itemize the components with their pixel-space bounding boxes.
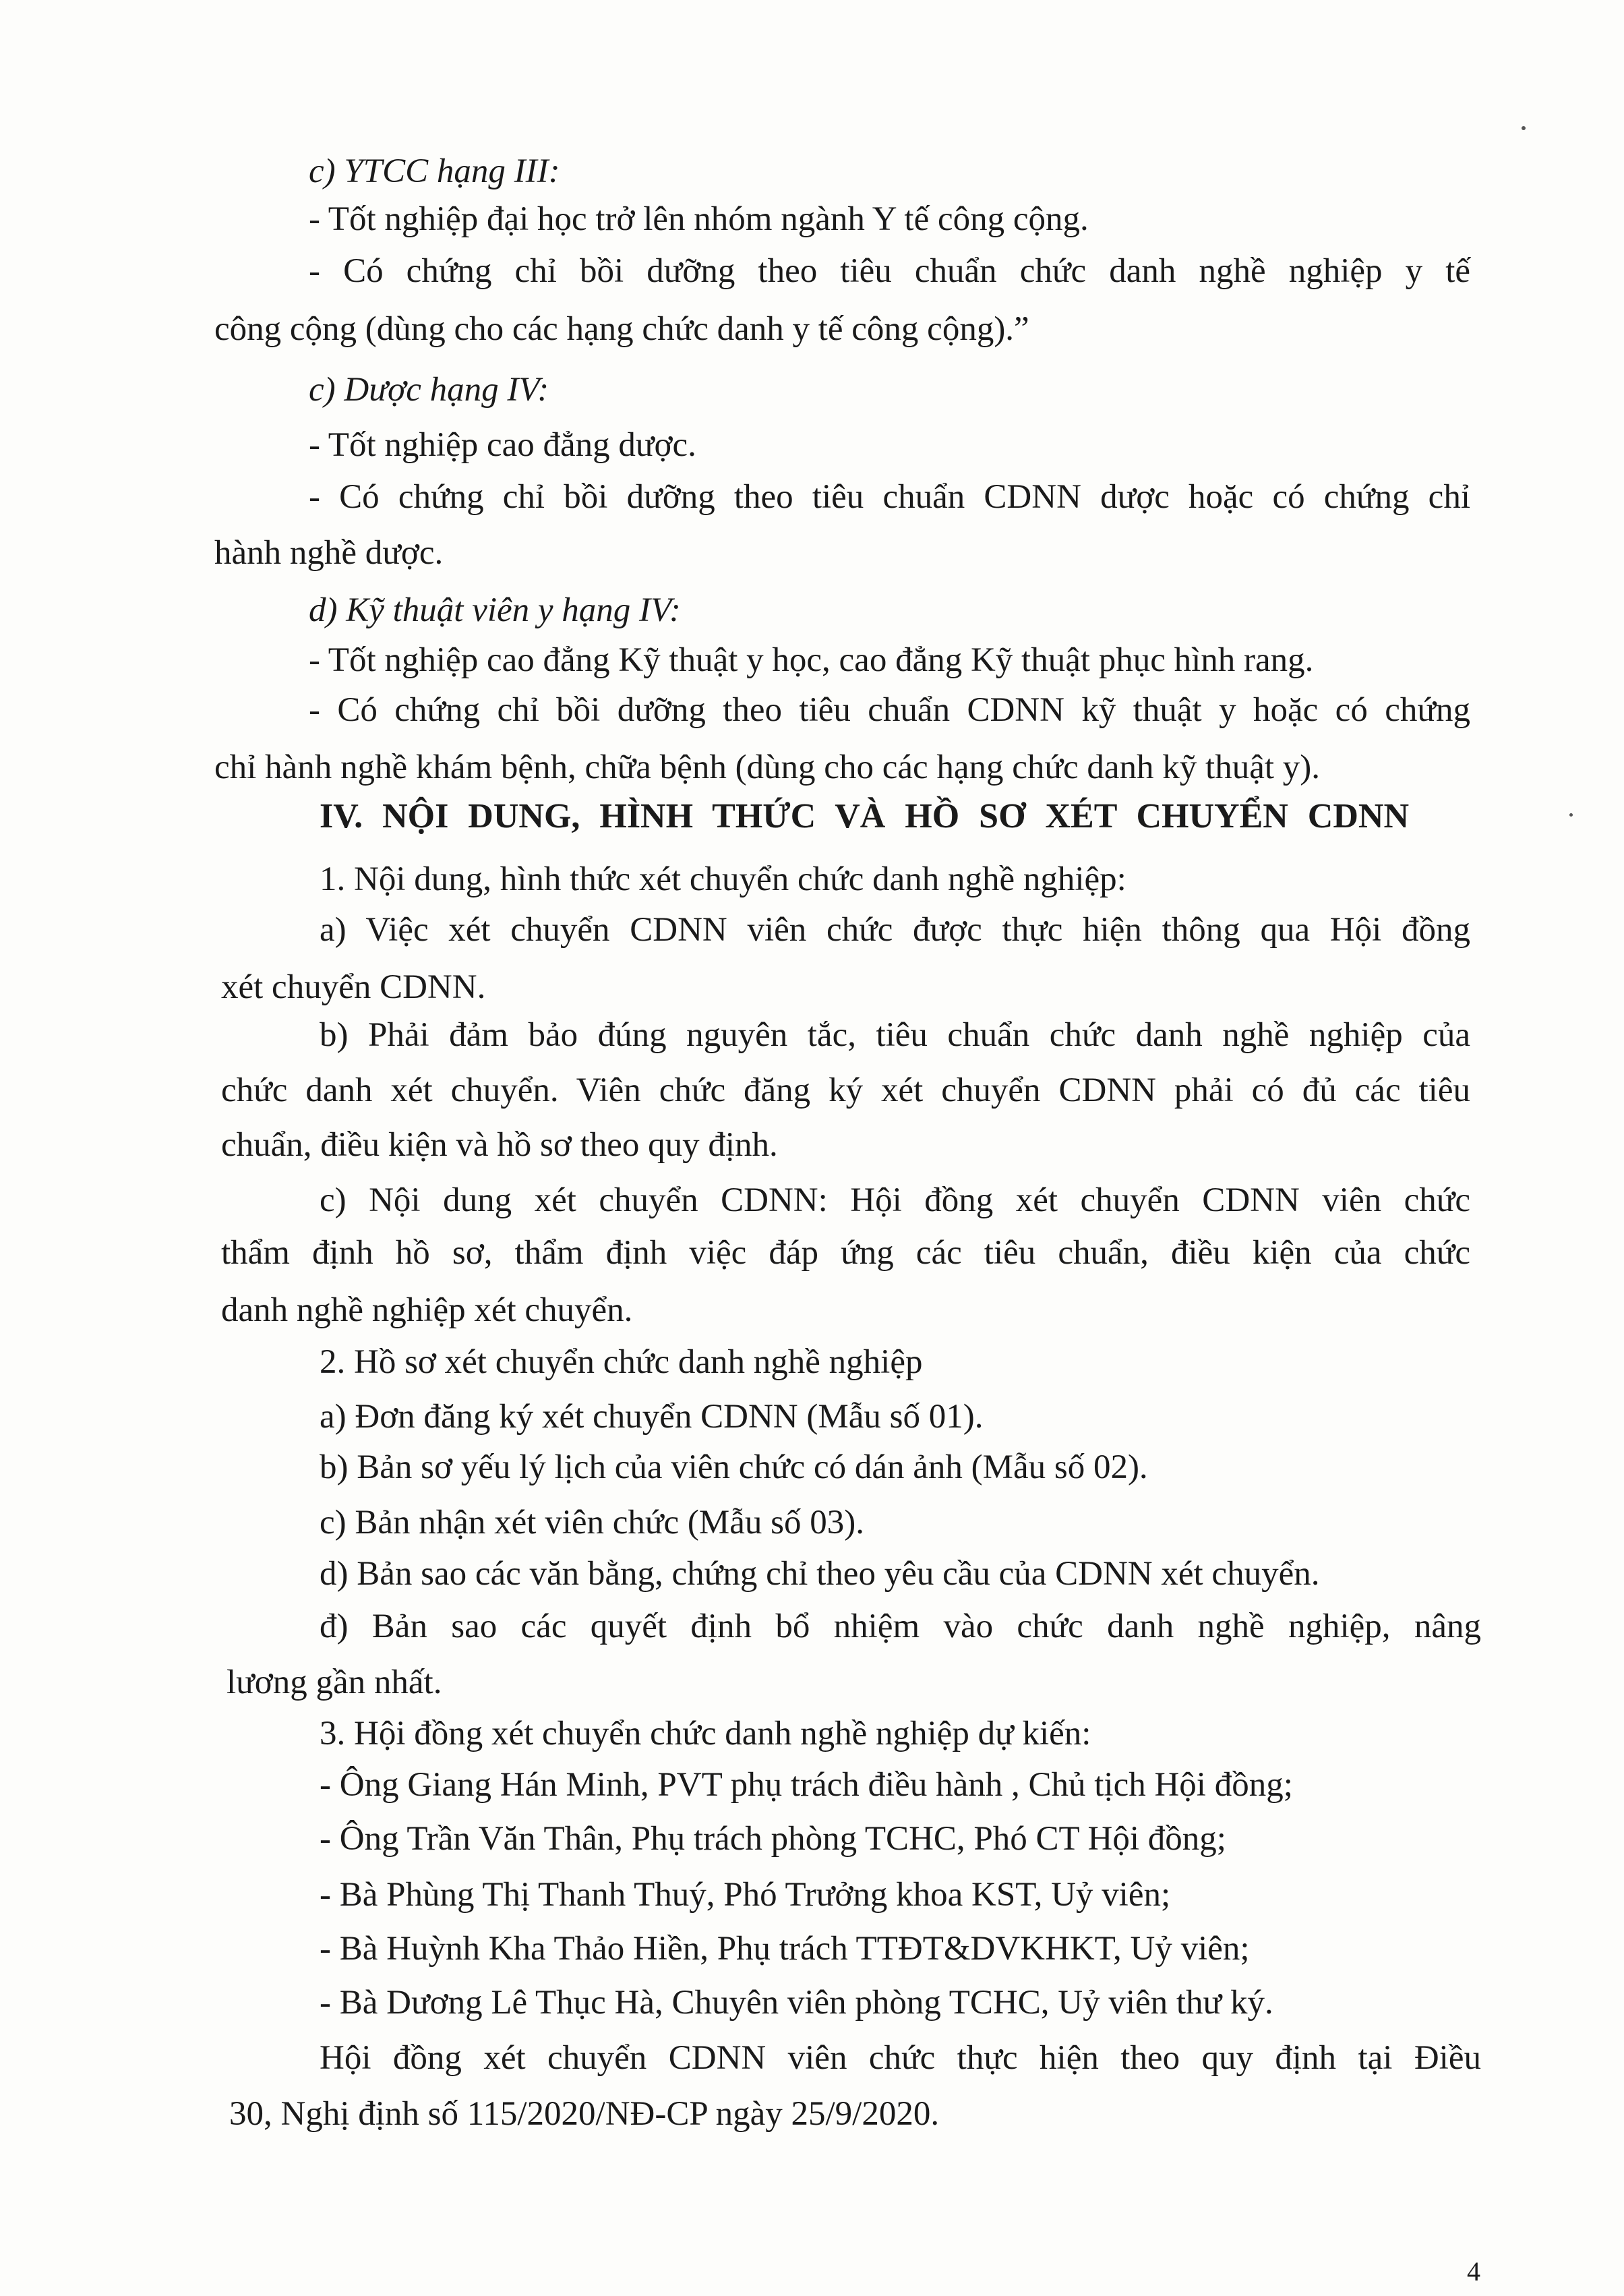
section-title-ytcc: c) YTCC hạng III: — [309, 152, 560, 190]
text-line: danh nghề nghiệp xét chuyển. — [221, 1291, 633, 1329]
member-item: - Bà Dương Lê Thục Hà, Chuyên viên phòng TCHC, Uỷ viên thư ký. — [320, 1984, 1273, 2022]
text-line: hành nghề dược. — [214, 534, 444, 572]
text-line: chức danh xét chuyển. Viên chức đăng ký xét chuyển CDNN phải có đủ các tiêu — [221, 1071, 1470, 1109]
page-number: 4 — [1467, 2256, 1480, 2287]
member-item: - Bà Huỳnh Kha Thảo Hiền, Phụ trách TTĐT&DVKHKT, Uỷ viên; — [320, 1930, 1250, 1968]
subsection-title: 3. Hội đồng xét chuyển chức danh nghề nghiệp dự kiến: — [320, 1715, 1091, 1753]
text-line: Hội đồng xét chuyển CDNN viên chức thực hiện theo quy định tại Điều — [320, 2039, 1481, 2077]
text-line: chỉ hành nghề khám bệnh, chữa bệnh (dùng cho các hạng chức danh kỹ thuật y). — [214, 748, 1320, 786]
text-line: - Có chứng chỉ bồi dưỡng theo tiêu chuẩn CDNN dược hoặc có chứng chỉ — [309, 478, 1470, 516]
subsection-title: 1. Nội dung, hình thức xét chuyển chức danh nghề nghiệp: — [320, 860, 1126, 898]
text-line: c) Nội dung xét chuyển CDNN: Hội đồng xét chuyển CDNN viên chức — [320, 1181, 1470, 1219]
text-line: - Tốt nghiệp đại học trở lên nhóm ngành Y tế công cộng. — [309, 200, 1089, 238]
text-line: - Có chứng chỉ bồi dưỡng theo tiêu chuẩn CDNN kỹ thuật y hoặc có chứng — [309, 691, 1470, 729]
section-heading-iv: IV. NỘI DUNG, HÌNH THỨC VÀ HỒ SƠ XÉT CHUYỂN CDNN — [320, 797, 1409, 835]
text-line: - Có chứng chỉ bồi dưỡng theo tiêu chuẩn chức danh nghề nghiệp y tế — [309, 252, 1470, 290]
scan-speck — [1569, 813, 1573, 817]
section-title-duoc: c) Dược hạng IV: — [309, 371, 549, 409]
text-line: lương gần nhất. — [227, 1664, 442, 1701]
text-line: 30, Nghị định số 115/2020/NĐ-CP ngày 25/9/2020. — [229, 2095, 940, 2133]
text-line: - Tốt nghiệp cao đẳng dược. — [309, 426, 696, 464]
member-item: - Ông Trần Văn Thân, Phụ trách phòng TCHC, Phó CT Hội đồng; — [320, 1820, 1226, 1858]
text-line: b) Phải đảm bảo đúng nguyên tắc, tiêu chuẩn chức danh nghề nghiệp của — [320, 1016, 1470, 1054]
section-title-ktv: d) Kỹ thuật viên y hạng IV: — [309, 591, 681, 629]
text-line: thẩm định hồ sơ, thẩm định việc đáp ứng các tiêu chuẩn, điều kiện của chức — [221, 1234, 1470, 1272]
text-line: a) Việc xét chuyển CDNN viên chức được thực hiện thông qua Hội đồng — [320, 911, 1470, 949]
member-item: - Ông Giang Hán Minh, PVT phụ trách điều hành , Chủ tịch Hội đồng; — [320, 1766, 1293, 1804]
text-line: công cộng (dùng cho các hạng chức danh y tế công cộng).” — [214, 310, 1029, 348]
member-item: - Bà Phùng Thị Thanh Thuý, Phó Trưởng khoa KST, Uỷ viên; — [320, 1876, 1171, 1914]
text-line: đ) Bản sao các quyết định bổ nhiệm vào chức danh nghề nghiệp, nâng — [320, 1608, 1481, 1645]
subsection-title: 2. Hồ sơ xét chuyển chức danh nghề nghiệp — [320, 1343, 923, 1381]
text-line: a) Đơn đăng ký xét chuyển CDNN (Mẫu số 01). — [320, 1398, 984, 1436]
text-line: d) Bản sao các văn bằng, chứng chỉ theo yêu cầu của CDNN xét chuyển. — [320, 1555, 1320, 1593]
text-line: b) Bản sơ yếu lý lịch của viên chức có dán ảnh (Mẫu số 02). — [320, 1448, 1148, 1486]
scan-speck — [1522, 126, 1526, 130]
text-line: xét chuyển CDNN. — [221, 968, 486, 1006]
text-line: c) Bản nhận xét viên chức (Mẫu số 03). — [320, 1504, 864, 1541]
text-line: chuẩn, điều kiện và hồ sơ theo quy định. — [221, 1126, 778, 1164]
text-line: - Tốt nghiệp cao đẳng Kỹ thuật y học, cao đẳng Kỹ thuật phục hình rang. — [309, 641, 1314, 679]
